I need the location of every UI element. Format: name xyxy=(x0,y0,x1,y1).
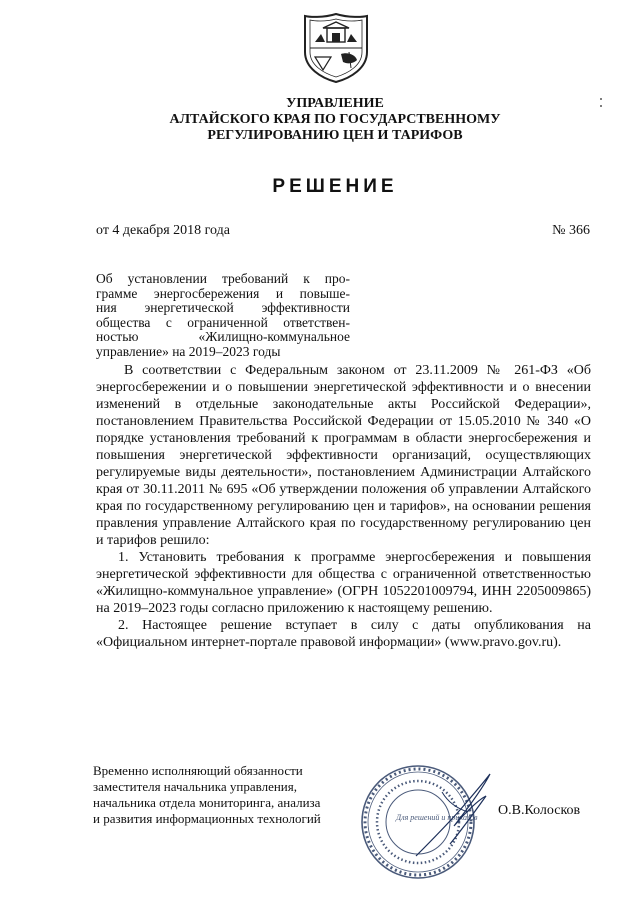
subject-line: Об установлении требований к про- xyxy=(96,271,350,286)
document-title: РЕШЕНИЕ xyxy=(272,176,398,197)
document-meta xyxy=(96,223,590,239)
document-body xyxy=(96,362,591,651)
subject-line: ния энергетической эффективности xyxy=(96,300,350,315)
subject-line: общества с ограниченной ответствен- xyxy=(96,314,350,330)
item-text: Настоящее решение вступает в силу с даты опубликования на «Официальном интернет-портале правовой информации» (www.pravo.gov.ru). xyxy=(96,618,592,650)
signer-position-line: заместителя начальника управления, xyxy=(93,779,297,794)
document-date: от 4 декабря 2018 года xyxy=(96,223,230,238)
document-number: № 366 xyxy=(552,223,590,238)
item-text: Установить требования к программе энергосбережения и повышения энергетической эффективности для общества с ограниченной ответственностью «Жилищно-коммунальное управление» (ОГРН 1052201009794, ИНН 2205009865) на 2019–2023 годы согласно приложению к настоящему решению. xyxy=(96,550,592,616)
coat-of-arms-icon xyxy=(301,12,371,84)
round-seal-stamp-icon xyxy=(356,752,508,884)
document-subject xyxy=(96,272,350,359)
preamble-paragraph: В соответствии с Федеральным законом от 23.11.2009 № 261-ФЗ «Об энергосбережении и о повышении энергетической эффективности и о внесении изменений в отдельные законодательные акты Российской Федерации», постановлением Правительства Российской Федерации от 15.05.2010 № 340 «О порядке установления требований к программам в области энергосбережения и повышения энергетической эффективности организаций, осуществляющих регулируемые виды деятельности», постановлением Администрации Алтайского края от 30.11.2011 № 695 «Об утверждении положения об управлении Алтайского края по государственному регулированию цен и тарифов», на основании решения правления управление Алтайского края по государственному регулированию цен и тарифов решило: xyxy=(96,363,591,548)
agency-line-1: УПРАВЛЕНИЕ xyxy=(286,96,384,111)
item-number: 1. xyxy=(118,550,129,565)
agency-line-3: РЕГУЛИРОВАНИЮ ЦЕН И ТАРИФОВ xyxy=(207,128,463,143)
subject-line: управление» на 2019–2023 годы xyxy=(96,343,281,359)
subject-line: ностью «Жилищно-коммунальное xyxy=(96,329,350,344)
subject-line: грамме энергосбережения и повыше- xyxy=(96,285,350,301)
margin-dots xyxy=(598,96,604,110)
stamp-text: Для решений и приказов xyxy=(396,813,478,822)
agency-header xyxy=(100,96,570,144)
decision-item-1 xyxy=(96,549,591,617)
decision-item-2 xyxy=(96,617,591,651)
signer-position-line: Временно исполняющий обязанности xyxy=(93,763,303,778)
signer-position-line: и развития информационных технологий xyxy=(93,811,321,826)
signer-position xyxy=(93,763,368,827)
signer-position-line: начальника отдела мониторинга, анализа xyxy=(93,795,321,810)
item-number: 2. xyxy=(118,618,129,633)
signer-name: О.В.Колосков xyxy=(498,803,581,818)
agency-line-2: АЛТАЙСКОГО КРАЯ ПО ГОСУДАРСТВЕННОМУ xyxy=(169,112,501,127)
